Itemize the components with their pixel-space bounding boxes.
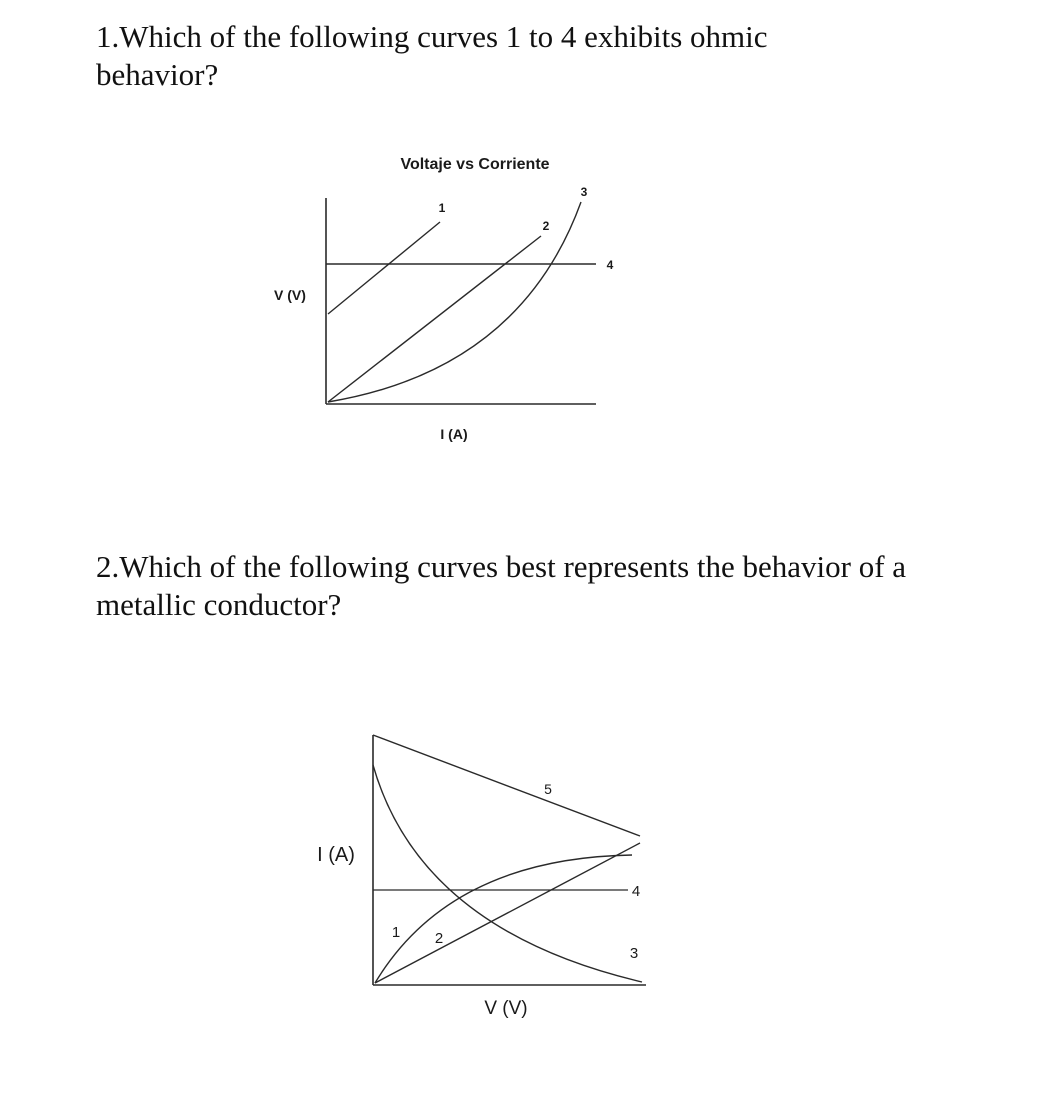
- figure-2-y-axis-label: I (A): [317, 844, 355, 866]
- figure-2-curve-1-label: 1: [391, 924, 401, 941]
- figure-2-curve-3: [373, 765, 642, 982]
- figure-1-curve-1: [328, 222, 440, 314]
- figure-1-curve-2: [328, 236, 541, 402]
- figure-2-curve-2: [375, 843, 640, 983]
- figure-2-curve-5: [373, 735, 640, 836]
- figure-1-curve-4-label: 4: [606, 258, 614, 272]
- figure-1-title: Voltaje vs Corriente: [400, 156, 550, 173]
- figure-2: [317, 735, 646, 1019]
- question-2-text: 2.Which of the following curves best represents the behavior of a metallic conductor?: [96, 549, 907, 622]
- figure-1: [274, 156, 614, 442]
- figure-2-curve-1: [375, 855, 632, 983]
- figure-1-y-axis-label: V (V): [274, 287, 306, 303]
- figure-1-curve-3-label: 3: [580, 185, 588, 199]
- figure-1-curve-2-label: 2: [542, 219, 550, 233]
- figure-1-curve-1-label: 1: [438, 201, 446, 215]
- figure-1-x-axis-label: I (A): [440, 426, 468, 442]
- question-1-text: 1.Which of the following curves 1 to 4 exhibits ohmic behavior?: [96, 19, 768, 92]
- figure-2-curve-3-label: 3: [629, 945, 639, 962]
- figure-2-x-axis-label: V (V): [484, 998, 528, 1019]
- figure-2-curve-4-label: 4: [631, 883, 641, 900]
- figure-2-curve-2-label: 2: [434, 930, 444, 947]
- figure-2-curve-5-label: 5: [544, 781, 552, 797]
